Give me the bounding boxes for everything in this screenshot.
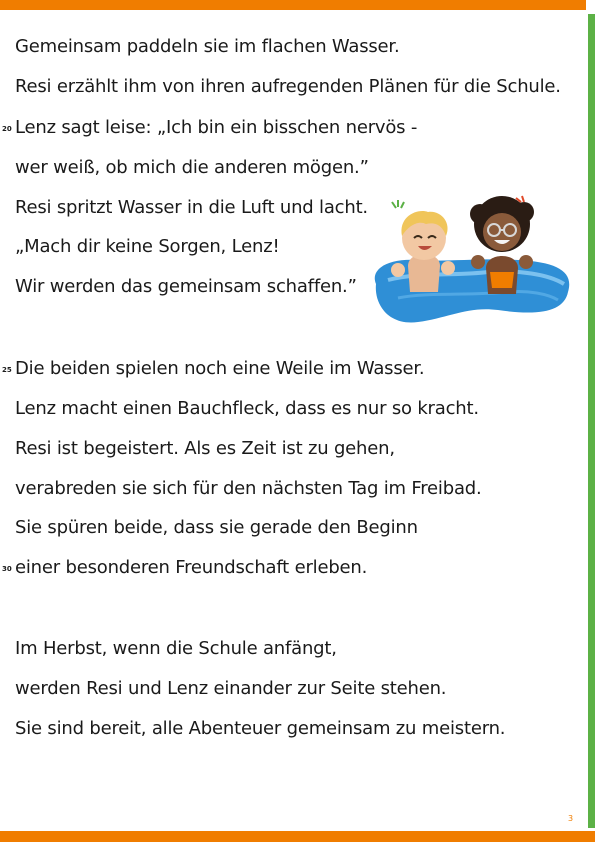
- line-number-30: 30: [2, 565, 12, 573]
- right-green-stripe: [588, 14, 595, 828]
- children-in-water-illustration: [368, 192, 576, 330]
- story-line-16: Sie sind bereit, alle Abenteuer gemeinsam zu meistern.: [15, 718, 506, 739]
- line-number-25: 25: [2, 366, 12, 374]
- top-orange-bar: [0, 0, 586, 10]
- story-line-15: werden Resi und Lenz einander zur Seite stehen.: [15, 678, 447, 699]
- story-line-11: verabreden sie sich für den nächsten Tag im Freibad.: [15, 478, 482, 499]
- story-line-2: Resi erzählt ihm von ihren aufregenden Plänen für die Schule.: [15, 76, 561, 97]
- story-line-10: Resi ist begeistert. Als es Zeit ist zu gehen,: [15, 438, 395, 459]
- story-line-5: Resi spritzt Wasser in die Luft und lacht.: [15, 197, 368, 218]
- story-line-9: Lenz macht einen Bauchfleck, dass es nur so kracht.: [15, 398, 479, 419]
- story-line-8: Die beiden spielen noch eine Weile im Wasser.: [15, 358, 425, 379]
- story-line-7: Wir werden das gemeinsam schaffen.”: [15, 276, 357, 297]
- story-line-13: einer besonderen Freundschaft erleben.: [15, 557, 368, 578]
- story-line-3: Lenz sagt leise: „Ich bin ein bisschen nervös -: [15, 117, 418, 138]
- bottom-orange-bar: [0, 831, 595, 842]
- story-line-6: „Mach dir keine Sorgen, Lenz!: [15, 236, 280, 257]
- story-line-14: Im Herbst, wenn die Schule anfängt,: [15, 638, 337, 659]
- story-line-12: Sie spüren beide, dass sie gerade den Beginn: [15, 517, 418, 538]
- page-number: 3: [568, 814, 574, 823]
- line-number-20: 20: [2, 125, 12, 133]
- story-line-4: wer weiß, ob mich die anderen mögen.”: [15, 157, 369, 178]
- story-line-1: Gemeinsam paddeln sie im flachen Wasser.: [15, 36, 400, 57]
